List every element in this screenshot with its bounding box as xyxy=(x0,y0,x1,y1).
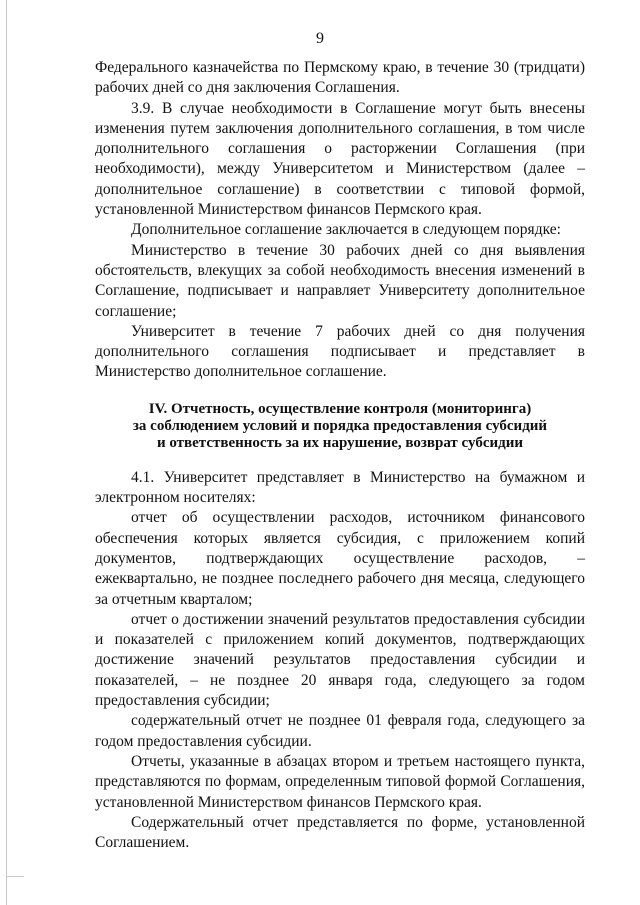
paragraph-3-9: 3.9. В случае необходимости в Соглашение могут быть внесены изменения путем заключения дополнительного соглашения, в том числе дополнительного соглашения о расторжении Соглашения (при необходимости), между Университетом и Министерством (далее – дополнительное соглашение) в соответствии с типовой формой, установленной Министерством финансов Пермского края. xyxy=(95,99,585,219)
document-body xyxy=(95,58,585,853)
paragraph-results-report: отчет о достижении значений результатов предоставления субсидии и показателей с приложением копий документов, подтверждающих достижение значений результатов предоставления субсидии и показателей, – не позднее 20 января года, следующего за годом предоставления субсидии; xyxy=(95,610,585,710)
scan-edge-line xyxy=(6,0,7,905)
page-number: 9 xyxy=(316,30,324,47)
paragraph-ministry-obligation: Министерство в течение 30 рабочих дней со дня выявления обстоятельств, влекущих за собой необходимость внесения изменений в Соглашение, подписывает и направляет Университету дополнительное соглашение; xyxy=(95,241,585,320)
section-heading-line-2: за соблюдением условий и порядка предоставления субсидий xyxy=(132,417,548,434)
scan-corner-mark xyxy=(6,876,24,877)
paragraph-expense-report: отчет об осуществлении расходов, источником финансового обеспечения которых является субсидия, с приложением копий документов, подтверждающих осуществление расходов, – ежеквартально, не позднее последнего рабочего дня месяца, следующего за отчетным кварталом; xyxy=(95,509,585,608)
paragraph-content-report-form: Содержательный отчет представляется по форме, установленной Соглашением. xyxy=(95,813,585,852)
paragraph-continuation: Федерального казначейства по Пермскому краю, в течение 30 (тридцати) рабочих дней со дня заключения Соглашения. xyxy=(95,59,585,97)
section-heading-line-3: и ответственность за их нарушение, возврат субсидии xyxy=(156,434,523,451)
section-heading-line-1: IV. Отчетность, осуществление контроля (мониторинга) xyxy=(148,400,532,417)
section-heading xyxy=(95,401,585,452)
paragraph-procedure-intro: Дополнительное соглашение заключается в следующем порядке: xyxy=(131,221,561,239)
paragraph-content-report: содержательный отчет не позднее 01 февраля года, следующего за годом предоставления субсидии. xyxy=(95,712,585,750)
paragraph-university-obligation: Университет в течение 7 рабочих дней со дня получения дополнительного соглашения подписывает и представляет в Министерство дополнительное соглашение. xyxy=(95,322,585,381)
paragraph-4-1: 4.1. Университет представляет в Министерство на бумажном и электронном носителях: xyxy=(95,468,585,507)
paragraph-report-forms: Отчеты, указанные в абзацах втором и третьем настоящего пункта, представляются по формам, определенным типовой формой Соглашения, установленной Министерством финансов Пермского края. xyxy=(95,752,585,811)
